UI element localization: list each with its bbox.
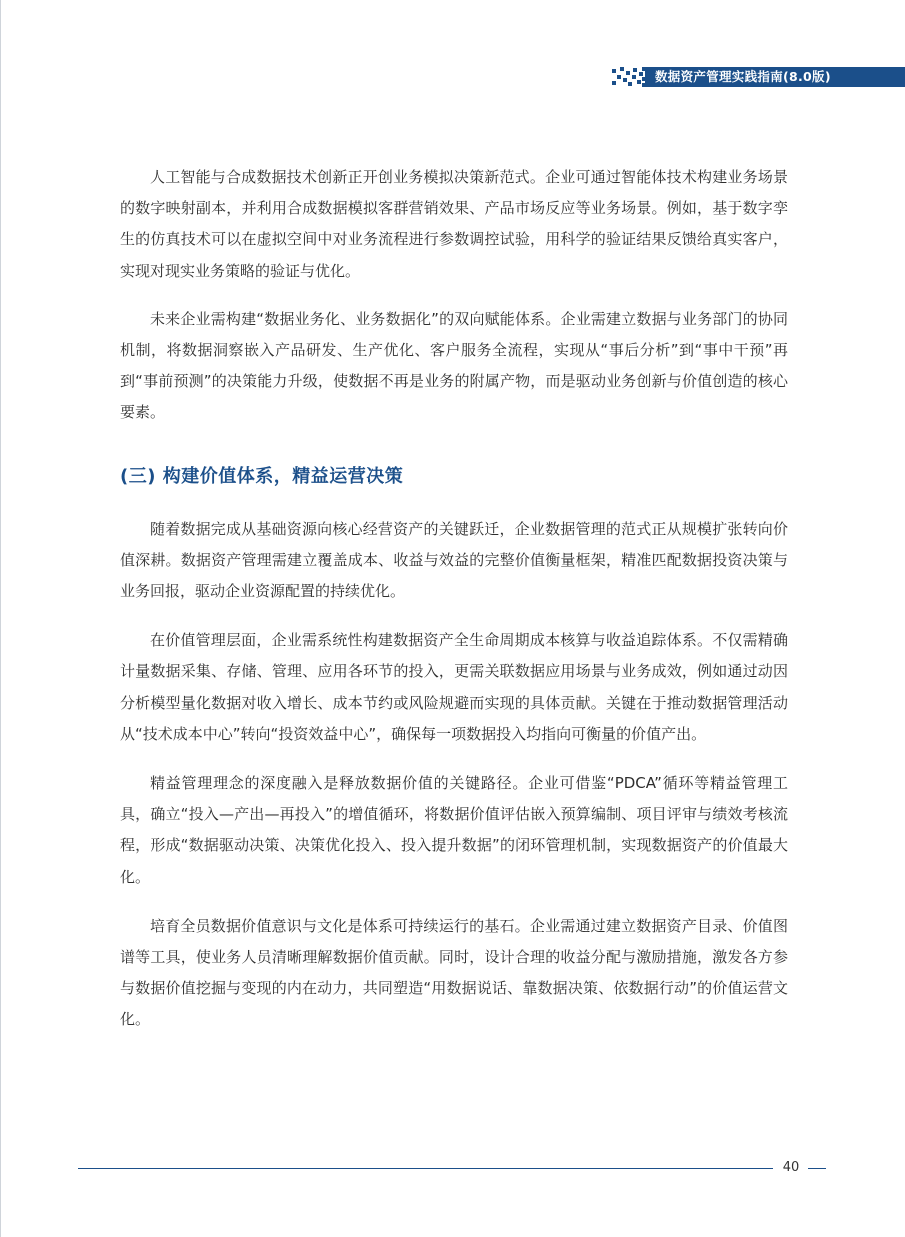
paragraph: 人工智能与合成数据技术创新正开创业务模拟决策新范式。企业可通过智能体技术构建业务场景的数字映射副本，并利用合成数据模拟客群营销效果、产品市场反应等业务场景。例如，基于数字孪生的仿真技术可以在虚拟空间中对业务流程进行参数调控试验，用科学的验证结果反馈给真实客户，实现对现实业务策略的验证与优化。 [120,168,788,280]
footer-rule [78,1168,773,1169]
header-pixel-decoration [612,67,646,87]
section-heading: (三) 构建价值体系，精益运营决策 [120,465,404,487]
paragraph: 未来企业需构建“数据业务化、业务数据化”的双向赋能体系。企业需建立数据与业务部门的协同机制，将数据洞察嵌入产品研发、生产优化、客户服务全流程，实现从“事后分析”到“事中干预”再到“事前预测”的决策能力升级，使数据不再是业务的附属产物，而是驱动业务创新与价值创造的核心要素。 [120,309,788,422]
paragraph: 培育全员数据价值意识与文化是体系可持续运行的基石。企业需通过建立数据资产目录、价值图谱等工具，使业务人员清晰理解数据价值贡献。同时，设计合理的收益分配与激励措施，激发各方参与数据价值挖掘与变现的内在动力，共同塑造“用数据说话、靠数据决策、依数据行动”的价值运营文化。 [120,916,788,1029]
document-title: 数据资产管理实践指南(8.0版) [655,69,831,84]
main-content [120,162,788,1036]
footer-rule-right [808,1168,826,1169]
paragraph: 在价值管理层面，企业需系统性构建数据资产全生命周期成本核算与收益追踪体系。不仅需精确计量数据采集、存储、管理、应用各环节的投入，更需关联数据应用场景与业务成效，例如通过动因分析模型量化数据对收入增长、成本节约或风险规避而实现的具体贡献。关键在于推动数据管理活动从“技术成本中心”转向“投资效益中心”，确保每一项数据投入均指向可衡量的价值产出。 [120,631,788,743]
paragraph: 精益管理理念的深度融入是释放数据价值的关键路径。企业可借鉴“PDCA”循环等精益管理工具，确立“投入—产出—再投入”的增值循环，将数据价值评估嵌入预算编制、项目评审与绩效考核流程，形成“数据驱动决策、决策优化投入、投入提升数据”的闭环管理机制，实现数据资产的价值最大化。 [120,774,788,886]
paragraph: 随着数据完成从基础资源向核心经营资产的关键跃迁，企业数据管理的范式正从规模扩张转向价值深耕。数据资产管理需建立覆盖成本、收益与效益的完整价值衡量框架，精准匹配数据投资决策与业务回报，驱动企业资源配置的持续优化。 [120,519,788,601]
page-left-edge [0,0,1,1237]
page-number: 40 [782,1160,800,1175]
